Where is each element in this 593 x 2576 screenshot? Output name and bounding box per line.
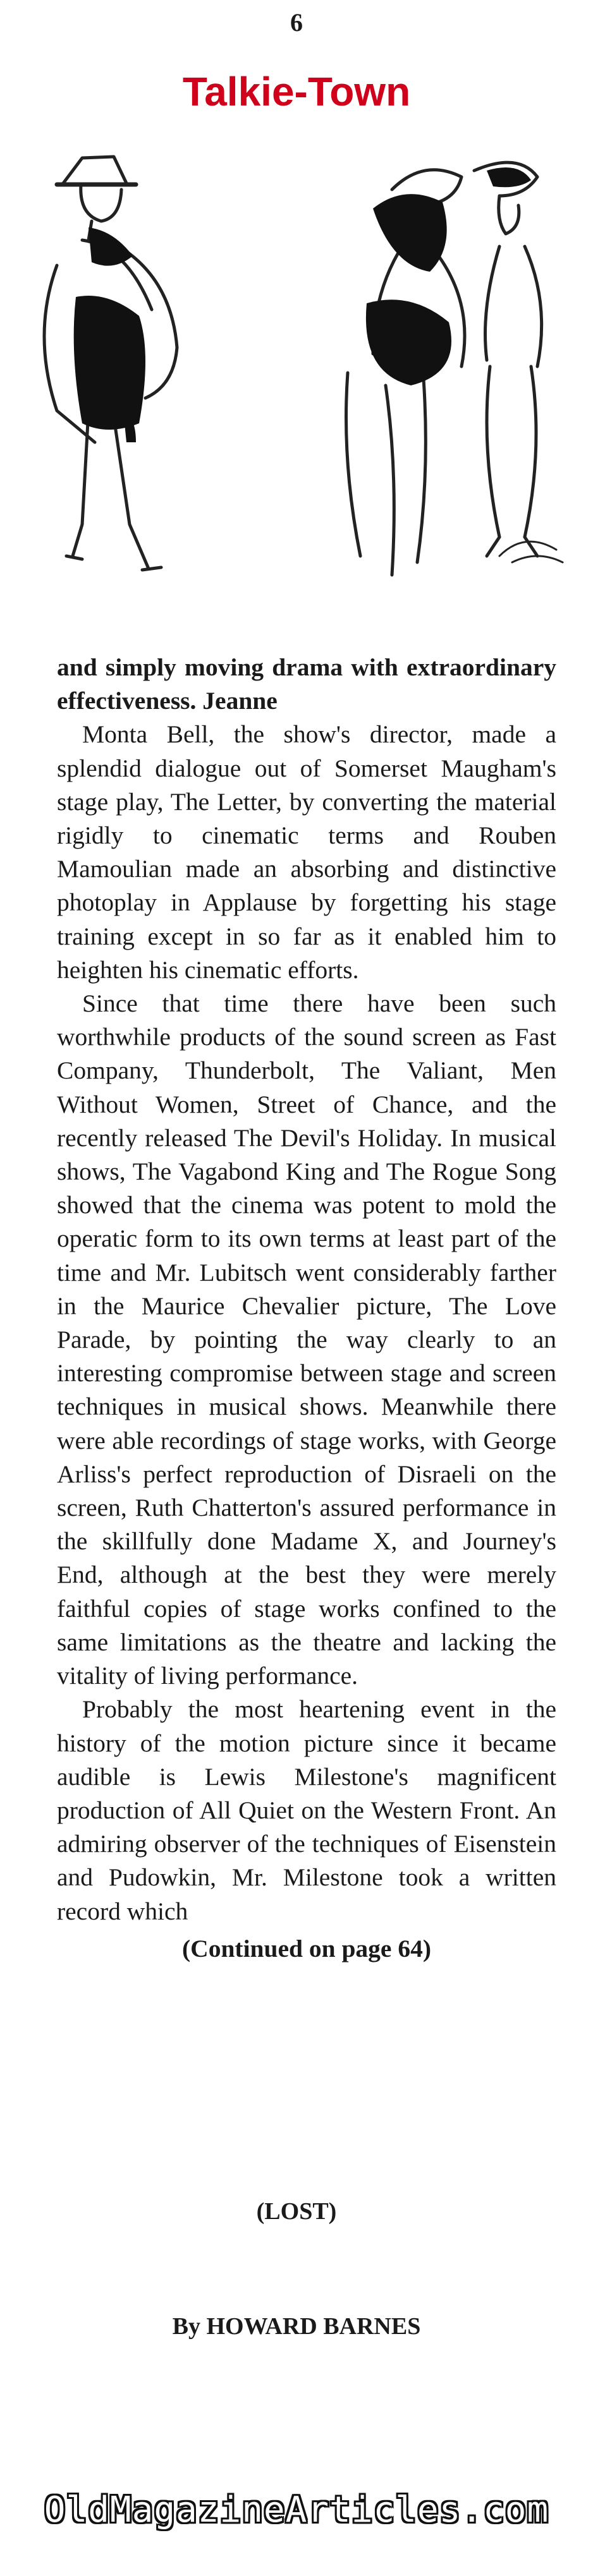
article-paragraph: Monta Bell, the show's director, made a splendid dialogue out of Somerset Maugham's stage play, The Letter, by converting the material rigidly to cinematic terms and Rouben Mamoulian made an absorbing and distinctive photoplay in Applause by forgetting his stage training except in so far as it enabled him to heighten his cinematic efforts.	[57, 720, 556, 984]
page-number: 6	[290, 8, 303, 37]
byline: By HOWARD BARNES	[172, 2313, 421, 2340]
article-title: Talkie-Town	[182, 69, 411, 114]
article-paragraph: Probably the most heartening event in the history of the motion picture since it became audible is Lewis Milestone's magnificent production of All Quiet on the Western Front. An admiring observer of the techniques of Eisenstein and Pudowkin, Mr. Milestone took a written record which	[57, 1695, 556, 1925]
article-body	[57, 651, 556, 1966]
article-opening: and simply moving drama with extraordinary effectiveness. Jeanne	[57, 653, 556, 715]
continued-note: (Continued on page 64)	[182, 1934, 431, 1962]
lost-label: (LOST)	[256, 2198, 337, 2225]
article-paragraph: Since that time there have been such worthwhile products of the sound screen as Fast Company, Thunderbolt, The Valiant, Men Without Women, Street of Chance, and the recently released The Devil's Holiday. In musical shows, The Vagabond King and The Rogue Song showed that the cinema was potent to mold the operatic form to its own terms at least part of the time and Mr. Lubitsch went considerably farther in the Maurice Chevalier picture, The Love Parade, by pointing the way clearly to an interesting compromise between stage and screen techniques in musical shows. Meanwhile there were able recordings of stage works, with George Arliss's perfect reproduction of Disraeli on the screen, Ruth Chatterton's assured performance in the skillfully done Madame X, and Journey's End, although at the best they were merely faithful copies of stage works confined to the same limitations as the theatre and lacking the vitality of living performance.	[57, 989, 556, 1690]
sketch-figures-icon	[19, 145, 574, 626]
watermark: OldMagazineArticles.com	[44, 2489, 549, 2531]
